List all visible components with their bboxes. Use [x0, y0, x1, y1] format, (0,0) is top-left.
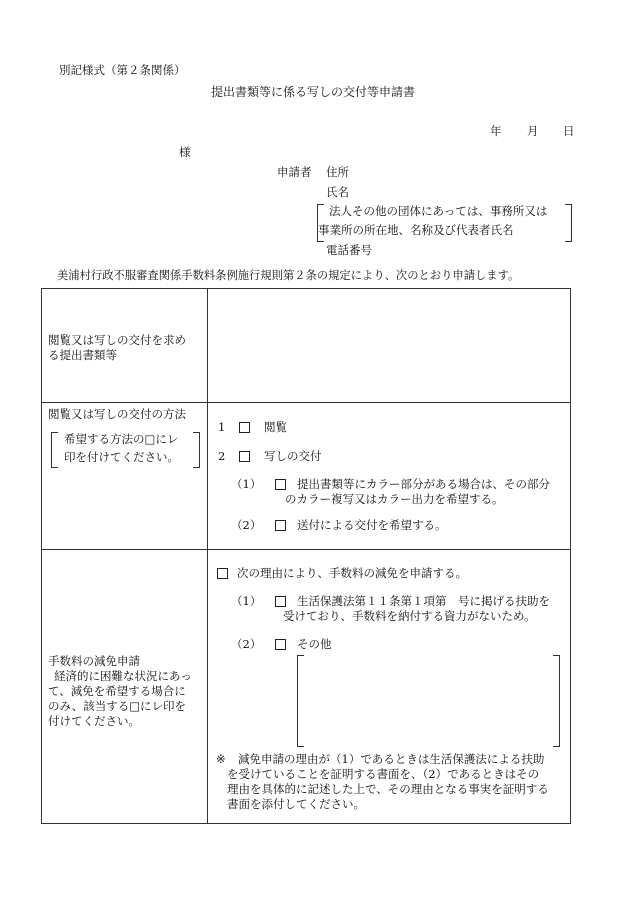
- applicant-name-label: 氏名: [326, 185, 349, 199]
- note-line3: 理由を具体的に記述した上で、その理由となる事実を証明する: [227, 782, 549, 796]
- row2-label: 閲覧又は写しの交付の方法: [48, 407, 186, 421]
- applicant-address-label: 住所: [326, 165, 349, 179]
- page-title: 提出書類等に係る写しの交付等申請書: [211, 85, 416, 99]
- row2-sub2-number: （2）: [231, 518, 262, 532]
- row3-label-line3: て、減免を希望する場合に: [48, 684, 186, 698]
- row3-sub1-line1: 生活保護法第１１条第１項第 号に掲げる扶助を: [297, 594, 550, 608]
- row2-note-line1: 希望する方法の□にレ: [64, 432, 179, 446]
- corporation-note-right-bracket: [565, 204, 572, 242]
- note-line1: 減免申請の理由が（1）であるときは生活保護法による扶助: [238, 752, 545, 766]
- row2-sub2-checkbox[interactable]: [275, 520, 286, 531]
- row3-label-line1: 手数料の減免申請: [48, 654, 140, 668]
- other-reason-right-bracket: [553, 655, 560, 747]
- applicant-label: 申請者: [277, 165, 312, 179]
- option1-label: 閲覧: [264, 420, 287, 434]
- corporation-note-line2: 事業所の所在地、名称及び代表者氏名: [318, 223, 514, 237]
- applicant-phone-label: 電話番号: [326, 243, 372, 257]
- table-row-divider-2: [41, 549, 571, 550]
- date-day-label: 日: [563, 124, 575, 138]
- row2-note-left-bracket: [51, 432, 58, 468]
- row3-sub2-label: その他: [297, 637, 332, 651]
- corporation-note-line1: 法人その他の団体にあっては、事務所又は: [329, 204, 548, 218]
- note-mark: ※: [216, 752, 226, 766]
- row2-sub1-number: （1）: [231, 477, 262, 491]
- date-month-label: 月: [527, 124, 539, 138]
- row2-sub1-checkbox[interactable]: [275, 479, 286, 490]
- row3-sub1-checkbox[interactable]: [275, 596, 286, 607]
- row2-note-right-bracket: [193, 432, 200, 468]
- note-line2: を受けていることを証明する書面を、（2）であるときはその: [227, 767, 540, 781]
- table-row-divider-1: [41, 402, 571, 403]
- table-column-divider: [207, 288, 208, 824]
- other-reason-input-area[interactable]: [305, 657, 553, 743]
- row3-sub2-checkbox[interactable]: [275, 639, 286, 650]
- note-line4: 書面を添付してください。: [227, 797, 365, 811]
- addressee-suffix: 様: [179, 145, 191, 159]
- option2-number: 2: [218, 449, 226, 463]
- row2-note-line2: 印を付けてください。: [64, 450, 179, 464]
- intro-text: 美浦村行政不服審査関係手数料条例施行規則第２条の規定により、次のとおり申請します。: [57, 269, 520, 282]
- row2-sub2-label: 送付による交付を希望する。: [297, 518, 447, 532]
- fee-reduction-checkbox[interactable]: [217, 568, 228, 579]
- fee-reduction-main-option: 次の理由により、手数料の減免を申請する。: [237, 566, 467, 580]
- date-year-label: 年: [490, 124, 502, 138]
- row3-label-line5: 付けてください。: [48, 714, 140, 728]
- option1-number: 1: [218, 420, 226, 434]
- option2-checkbox[interactable]: [239, 451, 250, 462]
- row1-label-line2: る提出書類等: [48, 348, 117, 362]
- row1-value-cell[interactable]: [209, 290, 569, 400]
- row3-sub2-number: （2）: [231, 637, 262, 651]
- row3-label-line2: 経済的に困難な状況にあっ: [54, 669, 192, 683]
- row2-sub1-line2: のカラー複写又はカラー出力を希望する。: [285, 492, 504, 506]
- row3-sub1-number: （1）: [231, 594, 262, 608]
- form-label: 別記様式（第２条関係）: [59, 63, 186, 77]
- option1-checkbox[interactable]: [239, 422, 250, 433]
- row3-sub1-line2: 受けており、手数料を納付する資力がないため。: [283, 609, 536, 623]
- row2-sub1-line1: 提出書類等にカラー部分がある場合は、その部分: [297, 477, 550, 491]
- row1-label-line1: 閲覧又は写しの交付を求め: [48, 333, 186, 347]
- option2-label: 写しの交付: [264, 449, 322, 463]
- row3-label-line4: のみ、該当する□にレ印を: [48, 699, 187, 713]
- other-reason-left-bracket: [297, 655, 304, 747]
